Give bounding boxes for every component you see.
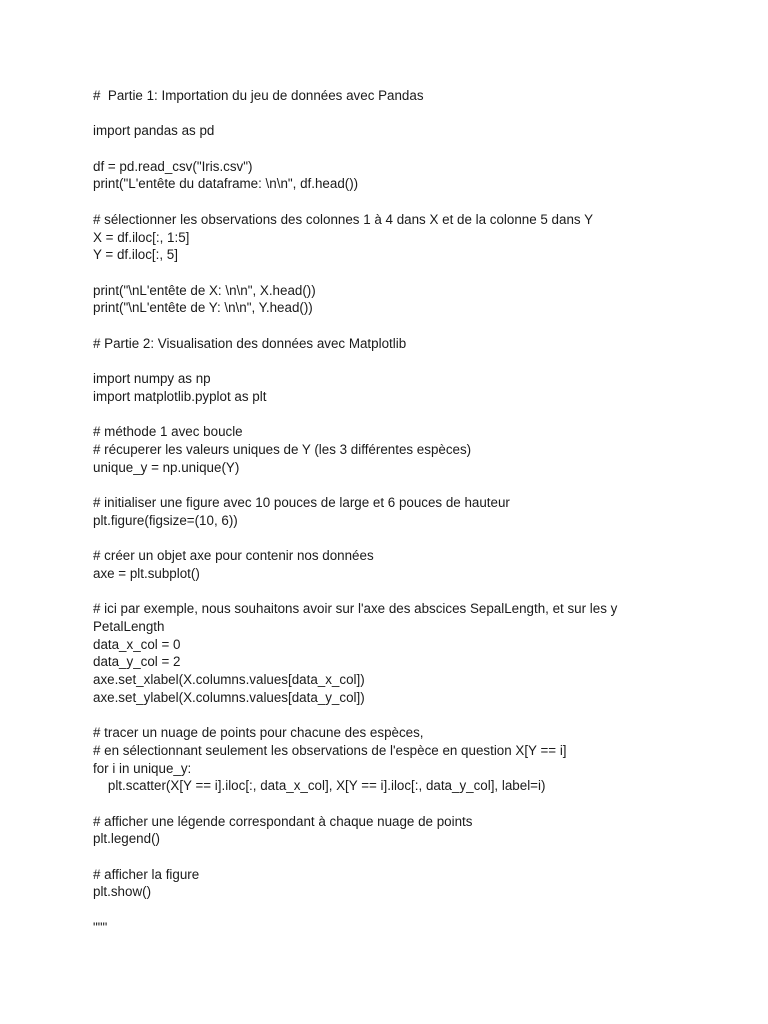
- code-line: plt.scatter(X[Y == i].iloc[:, data_x_col], X[Y == i].iloc[:, data_y_col], label=i): [93, 778, 546, 794]
- code-line: plt.legend(): [93, 831, 160, 847]
- code-line: data_y_col = 2: [93, 654, 181, 670]
- code-line: plt.figure(figsize=(10, 6)): [93, 512, 238, 528]
- blank-line: [93, 105, 693, 123]
- blank-line: [93, 352, 693, 370]
- comment-line: # afficher une légende correspondant à chaque nuage de points: [93, 813, 473, 829]
- comment-line: # sélectionner les observations des colonnes 1 à 4 dans X et de la colonne 5 dans Y: [93, 211, 594, 227]
- blank-line: [93, 848, 693, 866]
- blank-line: [93, 264, 693, 282]
- code-line: for i in unique_y:: [93, 760, 192, 776]
- code-line: print("\nL'entête de Y: \n\n", Y.head()): [93, 300, 313, 316]
- blank-line: [93, 901, 693, 919]
- blank-line: [93, 795, 693, 813]
- comment-line: # initialiser une figure avec 10 pouces de large et 6 pouces de hauteur: [93, 495, 510, 511]
- code-line: Y = df.iloc[:, 5]: [93, 247, 178, 263]
- code-line: import pandas as pd: [93, 123, 215, 139]
- comment-line: # récuperer les valeurs uniques de Y (les 3 différentes espèces): [93, 441, 472, 457]
- code-line: X = df.iloc[:, 1:5]: [93, 229, 190, 245]
- code-line: unique_y = np.unique(Y): [93, 459, 240, 475]
- blank-line: [93, 583, 693, 601]
- blank-line: [93, 140, 693, 158]
- blank-line: [93, 193, 693, 211]
- code-line: import numpy as np: [93, 371, 211, 387]
- comment-line: # Partie 2: Visualisation des données avec Matplotlib: [93, 335, 407, 351]
- code-line: axe = plt.subplot(): [93, 565, 200, 581]
- code-line: """: [93, 919, 108, 935]
- code-line: axe.set_xlabel(X.columns.values[data_x_col]): [93, 672, 365, 688]
- code-line: print("L'entête du dataframe: \n\n", df.head()): [93, 176, 359, 192]
- comment-line: # tracer un nuage de points pour chacune des espèces,: [93, 725, 424, 741]
- comment-line: # méthode 1 avec boucle: [93, 424, 243, 440]
- blank-line: [93, 476, 693, 494]
- code-line: axe.set_ylabel(X.columns.values[data_y_col]): [93, 689, 365, 705]
- comment-line: # afficher la figure: [93, 866, 200, 882]
- blank-line: [93, 706, 693, 724]
- blank-line: [93, 406, 693, 424]
- comment-line: # en sélectionnant seulement les observations de l'espèce en question X[Y == i]: [93, 742, 567, 758]
- code-line: import matplotlib.pyplot as plt: [93, 388, 267, 404]
- comment-line: # ici par exemple, nous souhaitons avoir sur l'axe des abscices SepalLength, et sur les y: [93, 601, 618, 617]
- comment-line: # Partie 1: Importation du jeu de données avec Pandas: [93, 88, 424, 103]
- blank-line: [93, 529, 693, 547]
- blank-line: [93, 317, 693, 335]
- code-line: plt.show(): [93, 884, 152, 900]
- code-line: df = pd.read_csv("Iris.csv"): [93, 158, 253, 174]
- document-body: [93, 87, 693, 937]
- comment-line: # créer un objet axe pour contenir nos données: [93, 548, 374, 564]
- code-line: print("\nL'entête de X: \n\n", X.head()): [93, 282, 316, 298]
- comment-continuation-line: PetalLength: [93, 618, 165, 634]
- code-line: data_x_col = 0: [93, 636, 181, 652]
